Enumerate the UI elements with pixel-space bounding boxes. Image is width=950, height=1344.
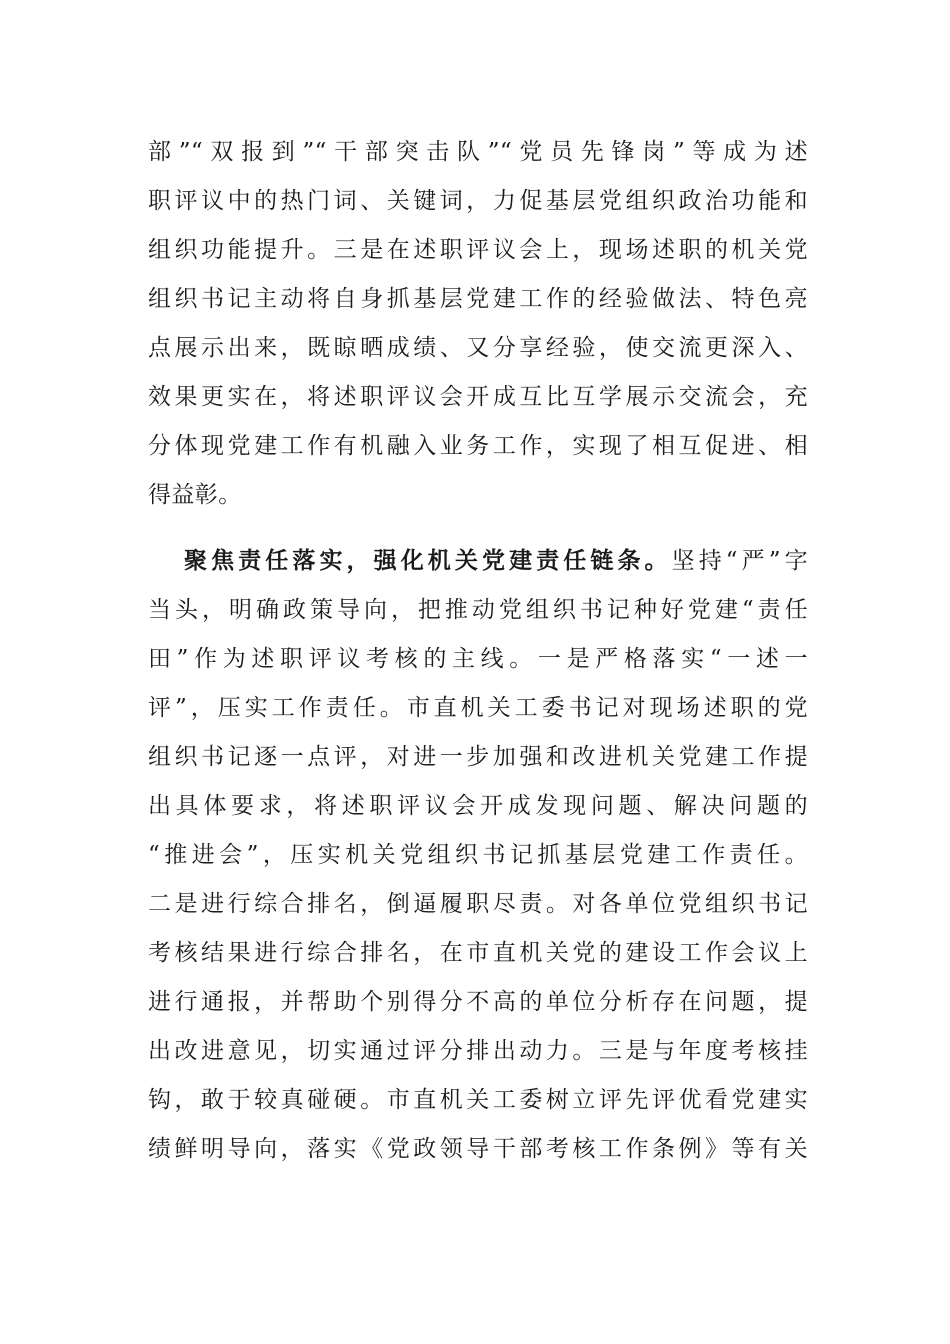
paragraph-line: 组织书记逐一点评，对进一步加强和改进机关党建工作提	[148, 744, 808, 770]
paragraph-line: 效果更实在，将述职评议会开成互比互学展示交流会，充	[148, 384, 808, 410]
paragraph-first-line	[148, 541, 808, 581]
paragraph-line: 钩，敢于较真碰硬。市直机关工委树立评先评优看党建实	[148, 1087, 808, 1113]
paragraph-heading: 聚焦责任落实，强化机关党建责任链条。	[184, 547, 672, 574]
paragraph-line: 出具体要求，将述职评议会开成发现问题、解决问题的	[148, 793, 808, 819]
paragraph-line: 考核结果进行综合排名，在市直机关党的建设工作会议上	[148, 940, 808, 966]
paragraph-line: 分体现党建工作有机融入业务工作，实现了相互促进、相	[148, 433, 808, 459]
paragraph-line: 田”作为述职评议考核的主线。一是严格落实“一述一	[148, 646, 808, 672]
paragraph-line: “推进会”，压实机关党组织书记抓基层党建工作责任。	[148, 842, 808, 868]
paragraph-line: 评”，压实工作责任。市直机关工委书记对现场述职的党	[148, 695, 808, 721]
paragraph-line: 组织书记主动将自身抓基层党建工作的经验做法、特色亮	[148, 286, 808, 312]
paragraph-line: 组织功能提升。三是在述职评议会上，现场述职的机关党	[148, 237, 808, 263]
paragraph-line: 当头，明确政策导向，把推动党组织书记种好党建“责任	[148, 597, 808, 623]
paragraph-line: 得益彰。	[148, 482, 242, 508]
paragraph-line: 点展示出来，既晾晒成绩、又分享经验，使交流更深入、	[148, 335, 808, 361]
paragraph-line: 绩鲜明导向，落实《党政领导干部考核工作条例》等有关	[148, 1136, 808, 1162]
paragraph-line: 出改进意见，切实通过评分排出动力。三是与年度考核挂	[148, 1038, 808, 1064]
paragraph-text: 坚持“严”字	[671, 548, 808, 574]
paragraph-line: 部”“双报到”“干部突击队”“党员先锋岗”等成为述	[148, 139, 808, 165]
paragraph-line: 进行通报，并帮助个别得分不高的单位分析存在问题，提	[148, 989, 808, 1015]
paragraph-line: 二是进行综合排名，倒逼履职尽责。对各单位党组织书记	[148, 891, 808, 917]
paragraph-line: 职评议中的热门词、关键词，力促基层党组织政治功能和	[148, 188, 808, 214]
